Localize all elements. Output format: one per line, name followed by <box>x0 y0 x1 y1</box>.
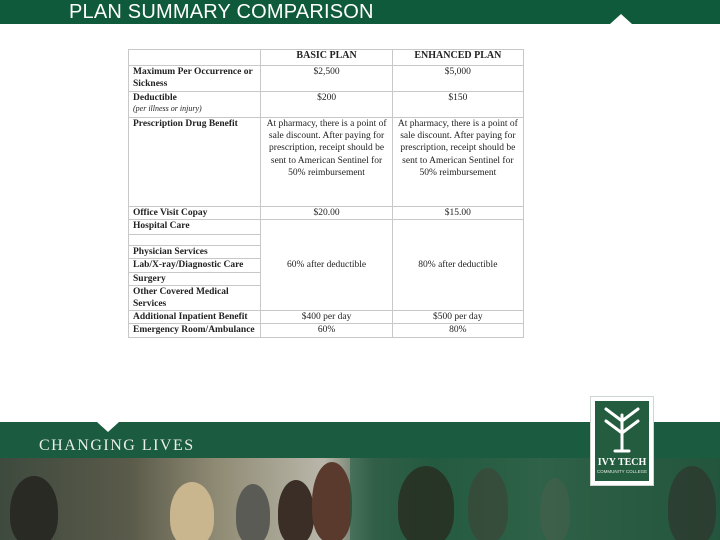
row-label-empty <box>129 235 261 246</box>
row-label: Hospital Care <box>129 220 261 235</box>
photo-figure <box>540 478 570 540</box>
basic-value: $200 <box>261 92 392 118</box>
photo-figure <box>668 466 716 540</box>
basic-value: $2,500 <box>261 66 392 92</box>
ivy-leaf-icon <box>595 401 649 457</box>
basic-value: 60% <box>261 324 392 337</box>
row-label: Lab/X-ray/Diagnostic Care <box>129 259 261 272</box>
enhanced-value: $150 <box>392 92 523 118</box>
college-logo <box>590 396 654 486</box>
row-label: Prescription Drug Benefit <box>129 118 261 207</box>
header-enhanced-plan: ENHANCED PLAN <box>392 50 523 66</box>
photo-figure <box>170 482 214 540</box>
deductible-label: Deductible <box>133 93 177 103</box>
enhanced-group-value: 80% after deductible <box>392 220 523 311</box>
row-deductible <box>129 92 524 118</box>
header-blank <box>129 50 261 66</box>
enhanced-value: 80% <box>392 324 523 337</box>
row-label: Emergency Room/Ambulance <box>129 324 261 337</box>
table-header-row <box>129 50 524 66</box>
logo-name: IVY TECH <box>597 457 647 468</box>
basic-value: $400 per day <box>261 311 392 324</box>
slogan: CHANGING LIVES <box>39 437 195 454</box>
logo-panel <box>595 401 649 481</box>
row-label: Additional Inpatient Benefit <box>129 311 261 324</box>
photo-figure <box>236 484 270 540</box>
enhanced-value: At pharmacy, there is a point of sale discount. After paying for prescription, receipt should be sent to American Sentinel for 50% reimbursement <box>392 118 523 207</box>
basic-group-value: 60% after deductible <box>261 220 392 311</box>
footer-notch <box>97 422 119 432</box>
photo-figure <box>10 476 58 540</box>
plan-comparison-table <box>128 49 524 338</box>
row-inpatient <box>129 311 524 324</box>
title-bar-notch <box>610 14 632 24</box>
photo-figure <box>278 480 314 540</box>
enhanced-value: $15.00 <box>392 207 523 220</box>
row-hospital-care <box>129 220 524 235</box>
row-prescription <box>129 118 524 207</box>
deductible-note: (per illness or injury) <box>133 104 202 114</box>
row-label <box>129 92 261 118</box>
row-office-copay <box>129 207 524 220</box>
row-label: Other Covered Medical Services <box>129 285 261 310</box>
photo-figure <box>468 468 508 540</box>
row-label: Surgery <box>129 272 261 285</box>
photo-figure <box>312 462 352 540</box>
logo-subtitle: COMMUNITY COLLEGE <box>596 469 648 474</box>
enhanced-value: $5,000 <box>392 66 523 92</box>
enhanced-value: $500 per day <box>392 311 523 324</box>
basic-value: At pharmacy, there is a point of sale discount. After paying for prescription, receipt should be sent to American Sentinel for 50% reimbursement <box>261 118 392 207</box>
header-basic-plan: BASIC PLAN <box>261 50 392 66</box>
photo-figure <box>398 466 454 540</box>
basic-value: $20.00 <box>261 207 392 220</box>
slide-title: PLAN SUMMARY COMPARISON <box>69 1 374 23</box>
row-emergency <box>129 324 524 337</box>
row-label: Maximum Per Occurrence or Sickness <box>129 66 261 92</box>
row-label: Office Visit Copay <box>129 207 261 220</box>
row-maximum <box>129 66 524 92</box>
row-label: Physician Services <box>129 246 261 259</box>
